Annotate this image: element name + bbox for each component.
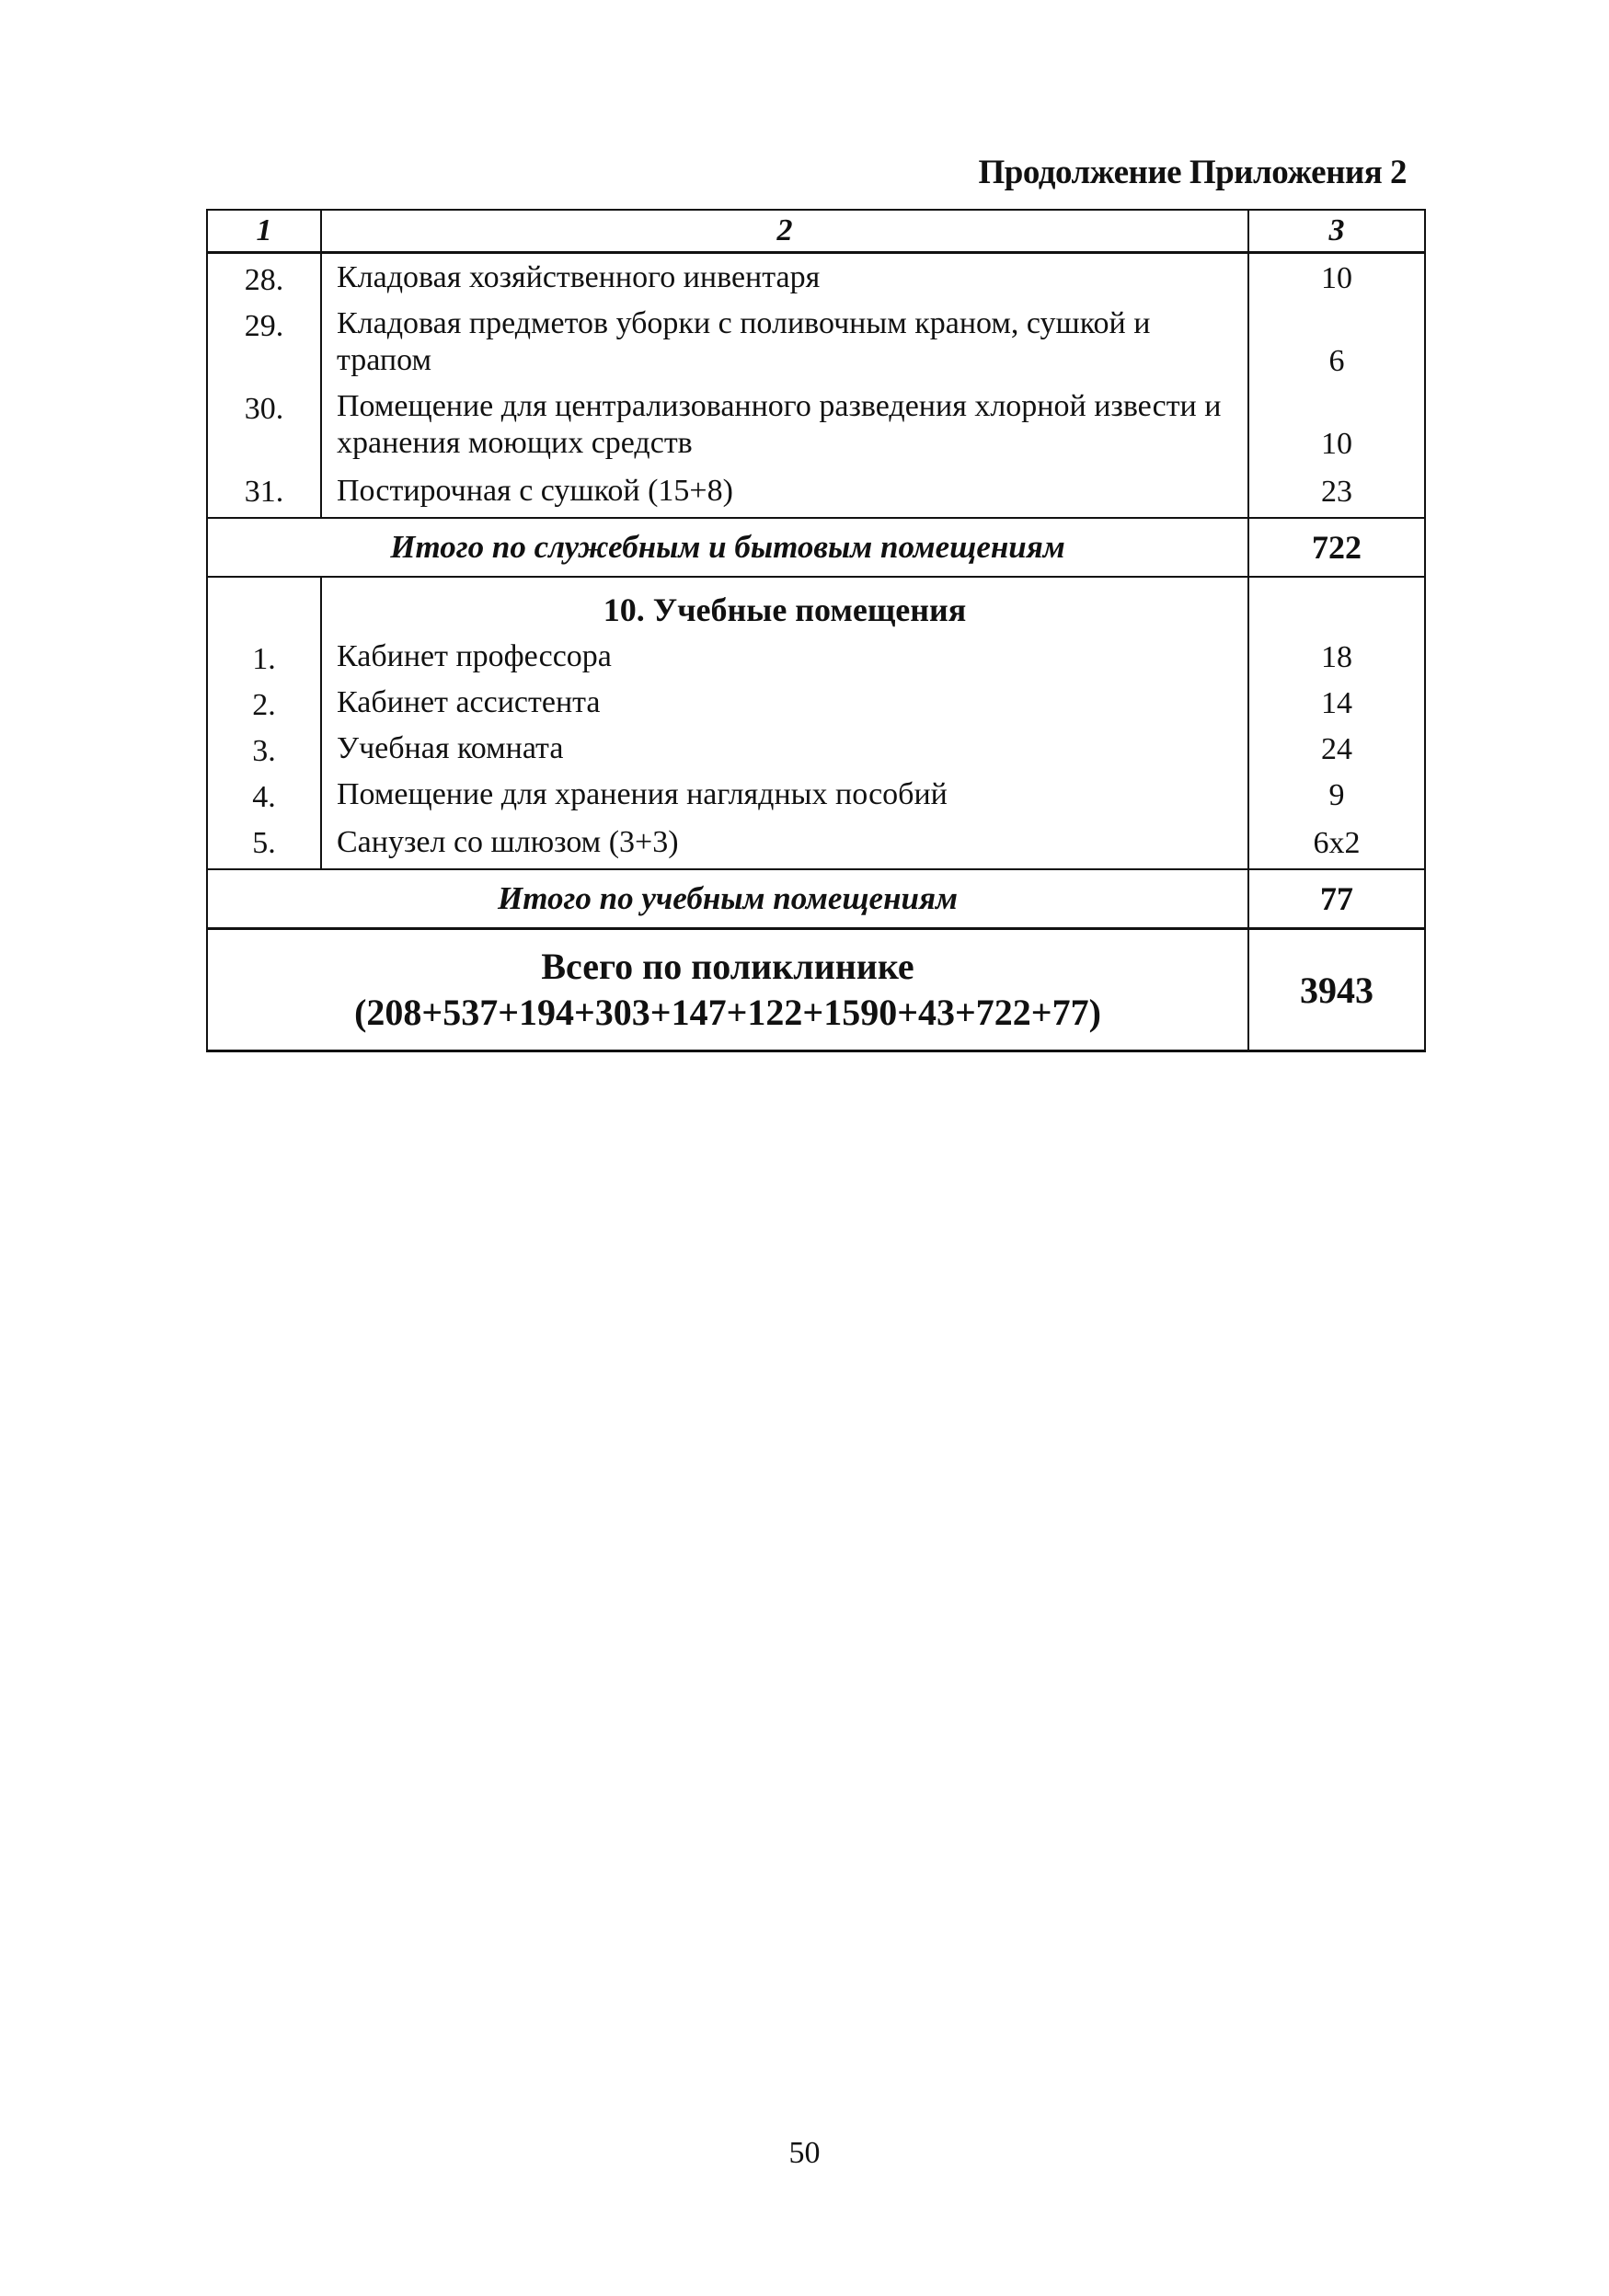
row-number: 4.	[207, 771, 321, 817]
continuation-heading: Продолжение Приложения 2	[978, 154, 1407, 191]
table-row	[207, 771, 1425, 817]
room-name: Кладовая хозяйственного инвентаря	[321, 253, 1248, 301]
row-number: 31.	[207, 465, 321, 518]
room-name: Учебная комната	[321, 725, 1248, 771]
row-number: 28.	[207, 253, 321, 301]
row-number: 30.	[207, 383, 321, 465]
grand-total-value: 3943	[1248, 929, 1425, 1051]
room-name: Постирочная с сушкой (15+8)	[321, 465, 1248, 518]
row-number: 1.	[207, 633, 321, 679]
table-row	[207, 633, 1425, 679]
column-header-3: 3	[1248, 210, 1425, 253]
room-area: 10	[1248, 383, 1425, 465]
grand-total-label-cell	[207, 929, 1248, 1051]
room-name: Кабинет ассистента	[321, 679, 1248, 725]
table-row	[207, 817, 1425, 869]
subtotal-education-value: 77	[1248, 869, 1425, 929]
grand-total-label: Всего по поликлинике	[541, 946, 914, 987]
room-name: Кладовая предметов уборки с поливочным краном, сушкой и трапом	[321, 300, 1248, 383]
subtotal-service-value: 722	[1248, 518, 1425, 577]
room-area: 14	[1248, 679, 1425, 725]
room-name: Помещение для централизованного разведения хлорной извести и хранения моющих средств	[321, 383, 1248, 465]
subtotal-education-label: Итого по учебным помещениям	[207, 869, 1248, 929]
room-area: 24	[1248, 725, 1425, 771]
row-number: 2.	[207, 679, 321, 725]
room-area: 6	[1248, 300, 1425, 383]
room-area: 9	[1248, 771, 1425, 817]
grand-total-row	[207, 929, 1425, 1051]
table-row	[207, 253, 1425, 301]
room-area: 10	[1248, 253, 1425, 301]
subtotal-education-row	[207, 869, 1425, 929]
section-value-cell	[1248, 577, 1425, 633]
table-row	[207, 300, 1425, 383]
row-number: 3.	[207, 725, 321, 771]
subtotal-service-label: Итого по служебным и бытовым помещениям	[207, 518, 1248, 577]
column-header-2: 2	[321, 210, 1248, 253]
section-number-cell	[207, 577, 321, 633]
appendix-table	[206, 209, 1426, 1052]
section-heading-row	[207, 577, 1425, 633]
table-row	[207, 465, 1425, 518]
table-header-row	[207, 210, 1425, 253]
grand-total-formula: (208+537+194+303+147+122+1590+43+722+77)	[354, 992, 1101, 1033]
row-number: 5.	[207, 817, 321, 869]
subtotal-service-row	[207, 518, 1425, 577]
row-number: 29.	[207, 300, 321, 383]
room-area: 6х2	[1248, 817, 1425, 869]
table-row	[207, 383, 1425, 465]
table-row	[207, 679, 1425, 725]
section-title: 10. Учебные помещения	[321, 577, 1248, 633]
room-area: 18	[1248, 633, 1425, 679]
column-header-1: 1	[207, 210, 321, 253]
room-area: 23	[1248, 465, 1425, 518]
room-name: Кабинет профессора	[321, 633, 1248, 679]
room-name: Помещение для хранения наглядных пособий	[321, 771, 1248, 817]
page-number: 50	[788, 2136, 821, 2170]
table-row	[207, 725, 1425, 771]
room-name: Санузел со шлюзом (3+3)	[321, 817, 1248, 869]
